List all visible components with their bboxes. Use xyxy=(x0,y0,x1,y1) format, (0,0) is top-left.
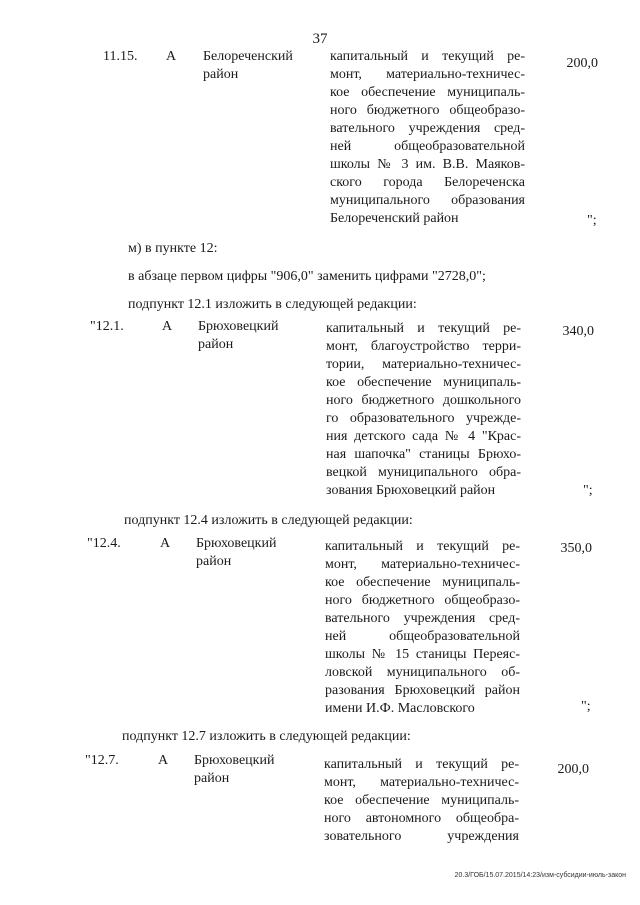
paragraph-subpoint-12-4: подпункт 12.4 изложить в следующей редакции: xyxy=(124,513,413,528)
entry-description xyxy=(324,756,519,846)
entry-number: "12.7. xyxy=(85,753,119,768)
footer-file-code: 20.3/ГОБ/15.07.2015/14:23/изм-субсидии-июль-закон xyxy=(454,872,626,879)
paragraph-point-12: м) в пункте 12: xyxy=(128,241,218,256)
closing-quote: "; xyxy=(581,699,591,714)
entry-amount: 200,0 xyxy=(557,762,589,777)
entry-number: 11.15. xyxy=(103,49,138,64)
description-line: ния детского сада № 4 "Крас- xyxy=(326,429,521,444)
description-line: ного автономного общеобра- xyxy=(324,811,519,826)
district-line: Брюховецкий xyxy=(198,319,279,334)
entry-district xyxy=(194,752,314,788)
entry-district xyxy=(196,535,316,571)
paragraph-subpoint-12-1: подпункт 12.1 изложить в следующей редакции: xyxy=(128,297,417,312)
page-number: 37 xyxy=(312,31,328,47)
description-line: имени И.Ф. Масловского xyxy=(325,701,475,716)
description-line: капитальный и текущий ре- xyxy=(324,757,519,772)
district-line: район xyxy=(203,67,239,82)
description-line: зования Брюховецкий район xyxy=(326,483,496,498)
entry-code: А xyxy=(160,536,171,551)
description-line: Белореченский район xyxy=(330,211,459,226)
description-line: разования Брюховецкий район xyxy=(325,683,520,698)
description-line: вецкой муниципального обра- xyxy=(326,465,521,480)
description-line: капитальный и текущий ре- xyxy=(325,539,520,554)
closing-quote: "; xyxy=(587,213,597,228)
description-line: монт, материально-техничес- xyxy=(330,67,525,82)
district-line: Белореченский xyxy=(203,49,293,64)
entry-district xyxy=(203,48,323,84)
district-line: район xyxy=(194,771,230,786)
entry-description xyxy=(326,320,521,500)
description-line: кое обеспечение муниципаль- xyxy=(330,85,525,100)
closing-quote: "; xyxy=(583,483,593,498)
description-line: школы № 15 станицы Переяс- xyxy=(325,647,520,662)
paragraph-subpoint-12-7: подпункт 12.7 изложить в следующей редакции: xyxy=(122,729,411,744)
entry-number: "12.1. xyxy=(90,319,124,334)
description-line: монт, материально-техничес- xyxy=(325,557,520,572)
entry-amount: 340,0 xyxy=(562,324,594,339)
entry-code: А xyxy=(162,319,173,334)
entry-description xyxy=(330,48,525,228)
entry-district xyxy=(198,318,318,354)
description-line: муниципального образования xyxy=(330,193,525,208)
description-line: ная шапочка" станицы Брюхо- xyxy=(326,447,521,462)
description-line: ловской муниципального об- xyxy=(325,665,520,680)
description-line: тории, материально-техничес- xyxy=(326,357,521,372)
description-line: ского города Белореченска xyxy=(330,175,525,190)
paragraph-first-abzac: в абзаце первом цифры "906,0" заменить цифрами "2728,0"; xyxy=(128,269,486,284)
description-line: ного бюджетного общеобразо- xyxy=(330,103,525,118)
description-line: капитальный и текущий ре- xyxy=(326,321,521,336)
district-line: район xyxy=(198,337,234,352)
entry-amount: 350,0 xyxy=(560,541,592,556)
description-line: монт, материально-техничес- xyxy=(324,775,519,790)
entry-code: А xyxy=(158,753,169,768)
district-line: Брюховецкий xyxy=(196,536,277,551)
description-line: вательного учреждения сред- xyxy=(330,121,525,136)
description-line: го образовательного учрежде- xyxy=(326,411,521,426)
description-line: ней общеобразовательной xyxy=(325,629,520,644)
description-line: монт, благоустройство терри- xyxy=(326,339,521,354)
district-line: район xyxy=(196,554,232,569)
description-line: ней общеобразовательной xyxy=(330,139,525,154)
description-line: капитальный и текущий ре- xyxy=(330,49,525,64)
description-line: кое обеспечение муниципаль- xyxy=(325,575,520,590)
entry-code: А xyxy=(166,49,177,64)
description-line: кое обеспечение муниципаль- xyxy=(326,375,521,390)
description-line: ного бюджетного общеобразо- xyxy=(325,593,520,608)
entry-description xyxy=(325,538,520,718)
description-line: зовательного учреждения xyxy=(324,829,519,844)
description-line: кое обеспечение муниципаль- xyxy=(324,793,519,808)
description-line: ного бюджетного дошкольного xyxy=(326,393,521,408)
entry-amount: 200,0 xyxy=(566,56,598,71)
entry-number: "12.4. xyxy=(87,536,121,551)
description-line: школы № 3 им. В.В. Маяков- xyxy=(330,157,525,172)
description-line: вательного учреждения сред- xyxy=(325,611,520,626)
district-line: Брюховецкий xyxy=(194,753,275,768)
